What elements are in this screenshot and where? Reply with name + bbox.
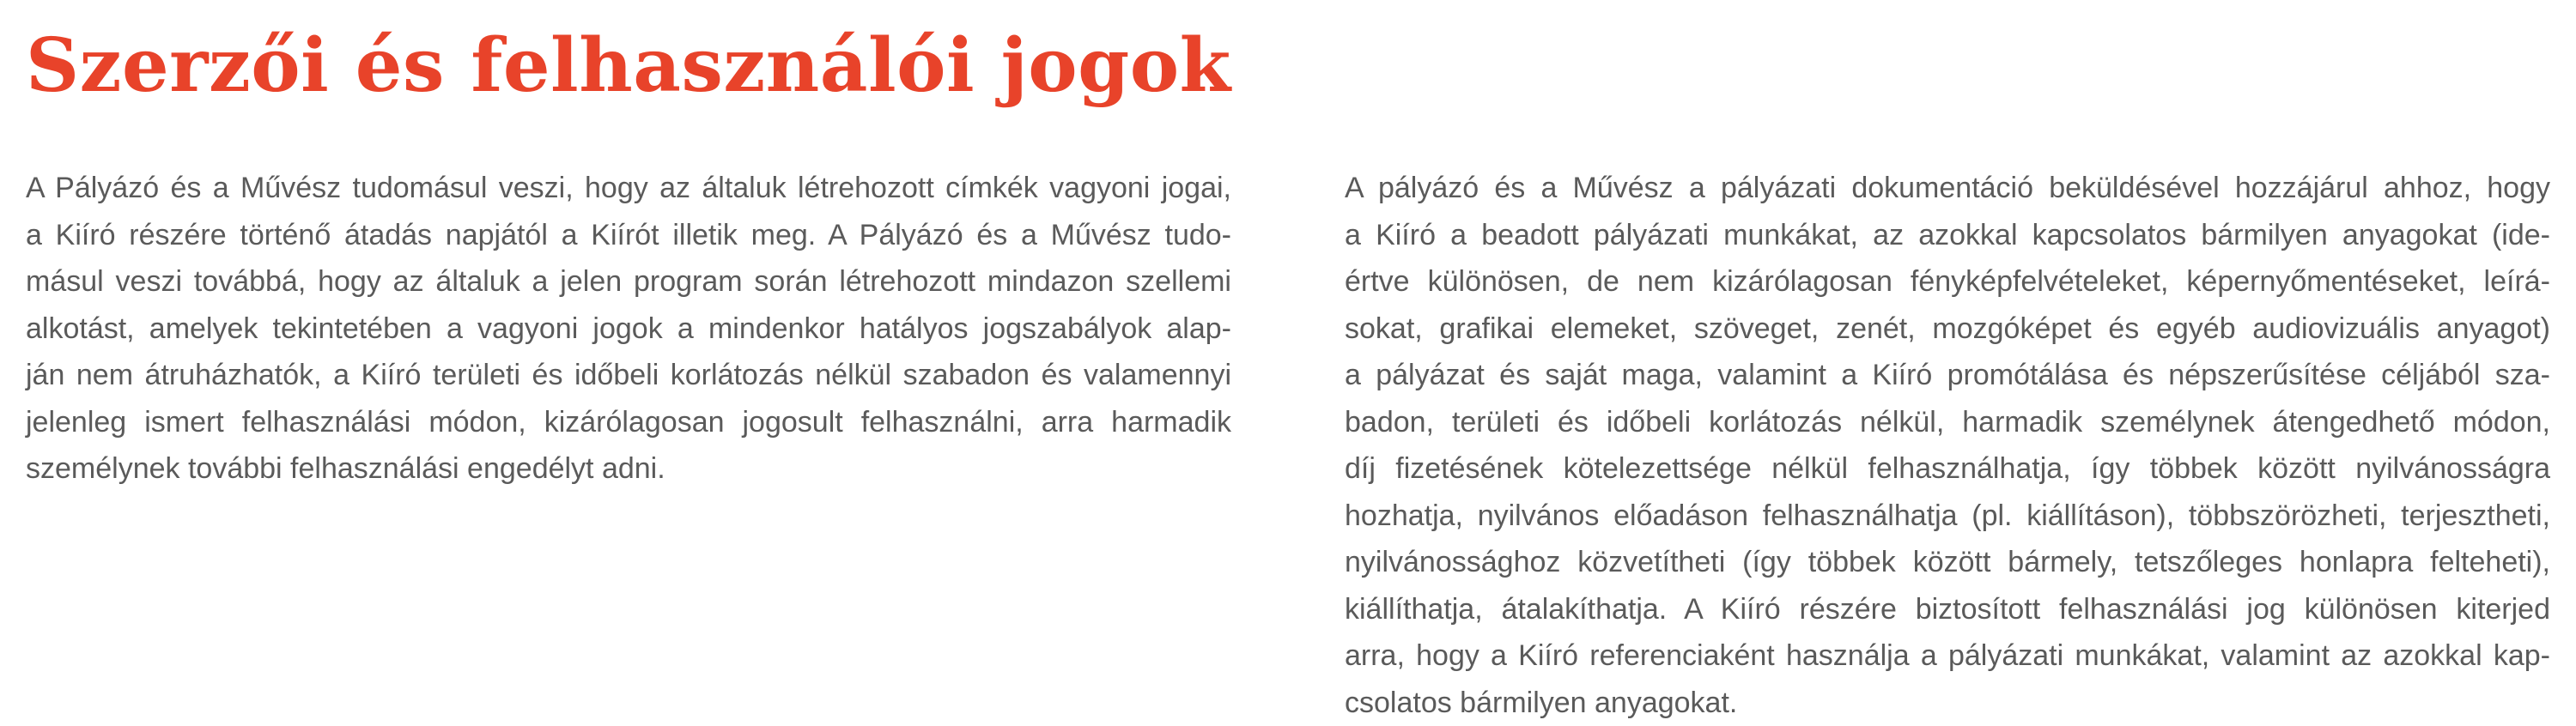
paragraph-line: sokat, grafikai elemeket, szöveget, zenét, mozgóképet és egyéb audiovizuális anyagot) <box>1345 306 2550 353</box>
paragraph-line: arra, hogy a Kiíró referenciaként használja a pályázati munkákat, valamint az azokkal kap- <box>1345 632 2550 680</box>
paragraph-line: másul veszi továbbá, hogy az általuk a jelen program során létrehozott mindazon szellemi <box>26 258 1231 306</box>
right-paragraph <box>1345 165 2550 726</box>
paragraph-line: a Kiíró a beadott pályázati munkákat, az azokkal kapcsolatos bármilyen anyagokat (ide- <box>1345 212 2550 259</box>
left-paragraph <box>26 165 1231 493</box>
paragraph-line: nyilvánossághoz közvetítheti (így többek között bármely, tetszőleges honlapra felteheti), <box>1345 539 2550 586</box>
paragraph-line: a pályázat és saját maga, valamint a Kiíró promótálása és népszerűsítése céljából sza- <box>1345 352 2550 399</box>
paragraph-line: A Pályázó és a Művész tudomásul veszi, hogy az általuk létrehozott címkék vagyoni jogai, <box>26 165 1231 212</box>
paragraph-line: személynek további felhasználási engedélyt adni. <box>26 445 1231 493</box>
paragraph-line: csolatos bármilyen anyagokat. <box>1345 680 2550 726</box>
paragraph-line: ján nem átruházhatók, a Kiíró területi és időbeli korlátozás nélkül szabadon és valamennyi <box>26 352 1231 399</box>
paragraph-line: a Kiíró részére történő átadás napjától a Kiírót illetik meg. A Pályázó és a Művész tudo- <box>26 212 1231 259</box>
paragraph-line: kiállíthatja, átalakíthatja. A Kiíró részére biztosított felhasználási jog különösen kiterjed <box>1345 586 2550 633</box>
paragraph-line: értve különösen, de nem kizárólagosan fényképfelvételeket, képernyőmentéseket, leírá- <box>1345 258 2550 306</box>
paragraph-line: alkotást, amelyek tekintetében a vagyoni jogok a mindenkor hatályos jogszabályok alap- <box>26 306 1231 353</box>
page-title: Szerzői és felhasználói jogok <box>26 19 1231 113</box>
paragraph-line: díj fizetésének kötelezettsége nélkül felhasználhatja, így többek között nyilvánosságra <box>1345 445 2550 493</box>
paragraph-line: badon, területi és időbeli korlátozás nélkül, harmadik személynek átengedhető módon, <box>1345 399 2550 446</box>
paragraph-line: hozhatja, nyilvános előadáson felhasználhatja (pl. kiállításon), többszörözheti, terjesztheti, <box>1345 493 2550 540</box>
paragraph-line: jelenleg ismert felhasználási módon, kizárólagosan jogosult felhasználni, arra harmadik <box>26 399 1231 446</box>
paragraph-line: A pályázó és a Művész a pályázati dokumentáció beküldésével hozzájárul ahhoz, hogy <box>1345 165 2550 212</box>
